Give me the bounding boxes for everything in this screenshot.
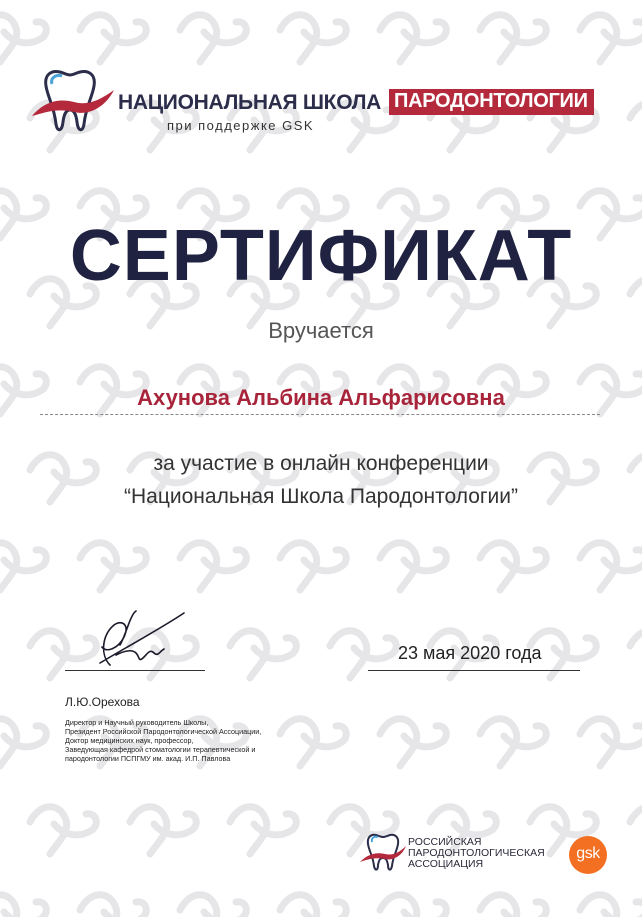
pattern-motif [180, 543, 246, 590]
signatory-name: Л.Ю.Орехова [65, 695, 140, 709]
pattern-motif [0, 719, 46, 766]
support-subtitle: при поддержке GSK [167, 118, 315, 133]
purpose-line-1: за участие в онлайн конференции [153, 452, 489, 475]
pattern-motif [280, 15, 346, 62]
purpose-line-2: “Национальная Школа Пародонтологии” [124, 485, 518, 508]
pattern-motif [0, 895, 46, 917]
pattern-motif [580, 543, 642, 590]
signatory-role-line: пародонтологии ПСПГМУ им. акад. И.П. Павлова [65, 754, 231, 763]
pattern-motif [480, 543, 546, 590]
pattern-motif [480, 895, 546, 917]
recipient-dashed-line [40, 414, 600, 415]
pattern-motif [480, 15, 546, 62]
pattern-motif [480, 719, 546, 766]
pattern-motif [380, 719, 446, 766]
pattern-motif [580, 719, 642, 766]
issue-date: 23 мая 2020 года [398, 643, 542, 663]
signatory-role-line: Доктор медицинских наук, профессор, [65, 736, 194, 745]
pattern-motif [380, 895, 446, 917]
association-line: РОССИЙСКАЯ [408, 836, 482, 848]
pattern-motif [630, 631, 642, 678]
pattern-motif [230, 631, 296, 678]
gsk-logo: gsk [569, 836, 607, 874]
signatory-role-line: Заведующая кафедрой стоматологии терапевтической и [65, 745, 256, 754]
pattern-motif [280, 719, 346, 766]
certificate-title: СЕРТИФИКАТ [69, 216, 573, 296]
pattern-motif [380, 543, 446, 590]
pattern-motif [380, 15, 446, 62]
pattern-motif [0, 15, 46, 62]
pattern-motif [630, 103, 642, 150]
pattern-motif [580, 895, 642, 917]
pattern-motif [80, 15, 146, 62]
pattern-motif [280, 895, 346, 917]
school-name: НАЦИОНАЛЬНАЯ ШКОЛА [118, 91, 382, 114]
association-line: ПАРОДОНТОЛОГИЧЕСКАЯ [408, 847, 545, 859]
school-name-accent: ПАРОДОНТОЛОГИИ [389, 89, 594, 115]
pattern-motif [30, 807, 96, 854]
pattern-motif [630, 807, 642, 854]
pattern-motif [0, 543, 46, 590]
signatory-role-line: Директор и Научный руководитель Школы, [65, 718, 209, 727]
date-line [368, 670, 580, 671]
signature-image [80, 605, 190, 675]
pattern-motif [180, 895, 246, 917]
pattern-motif [180, 15, 246, 62]
signatory-role-line: Президент Российской Пародонтологической Ассоциации, [65, 727, 262, 736]
pattern-motif [80, 895, 146, 917]
association-name [408, 837, 545, 870]
pattern-motif [280, 543, 346, 590]
awarded-label: Вручается [268, 318, 374, 343]
pattern-motif [130, 807, 196, 854]
pattern-motif [580, 15, 642, 62]
tooth-logo-icon [30, 66, 115, 136]
pattern-motif [80, 543, 146, 590]
association-line: АССОЦИАЦИЯ [408, 858, 484, 870]
pattern-motif [230, 807, 296, 854]
recipient-name: Ахунова Альбина Альфарисовна [137, 385, 505, 410]
association-tooth-icon [360, 832, 406, 874]
signature-line [65, 670, 205, 671]
